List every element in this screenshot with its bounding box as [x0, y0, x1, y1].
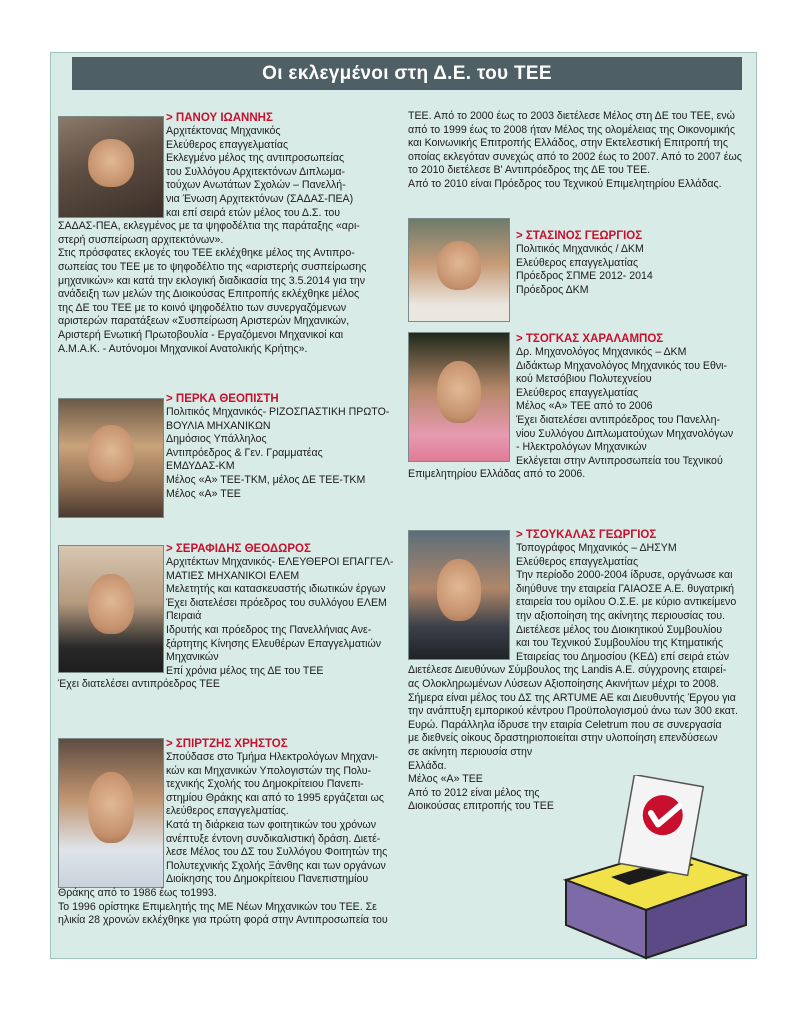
bio-line: στημίου Θράκης και από το 1995 εργάζεται ως: [166, 791, 384, 804]
page-title: Οι εκλεγμένοι στη Δ.Ε. του ΤΕΕ: [72, 57, 742, 90]
bio-line: Μέλος «Α» ΤΕΕ από το 2006: [516, 400, 653, 413]
bio-name: > ΣΠΙΡΤΖΗΣ ΧΡΗΣΤΟΣ: [166, 738, 288, 750]
bio-line: Διοικούσας επιτροπής του ΤΕΕ: [408, 800, 554, 813]
bio-line: Έχει διατελέσει αντιπρόεδρος ΤΕΕ: [58, 678, 220, 691]
bio-line: μηχανικών» και κατά την εκλογική διαδικασία της 3.5.2014 για την: [58, 274, 366, 287]
bio-name: > ΤΣΟΓΚΑΣ ΧΑΡΑΛΑΜΠΟΣ: [516, 333, 664, 345]
bio-line: κού Μετσόβιου Πολυτεχνείου: [516, 373, 652, 386]
bio-line: ας Ολοκληρωμένων Λύσεων Αξιοποίησης Ακινήτων μέχρι το 2008.: [408, 677, 719, 690]
bio-line: τεχνικής Σχολής του Δημοκρίτειου Πανεπι-: [166, 778, 364, 791]
bio-line: λεσε Μέλος του ΔΣ του Συλλόγου Φοιτητών της: [166, 846, 388, 859]
bio-line: Σπούδασε στο Τμήμα Ηλεκτρολόγων Μηχανι-: [166, 751, 379, 763]
bio-line: αριστερών παρατάξεων «Συσπείρωση Αριστερών Μηχανικών,: [58, 315, 350, 328]
bio-line: Πρόεδρος ΣΠΜΕ 2012- 2014: [516, 270, 653, 283]
bio-line: ΤΕΕ. Από το 2000 έως το 2003 διετέλεσε Μέλος στη ΔΕ του ΤΕΕ, ενώ: [408, 110, 735, 122]
bio-line: Σήμερα είναι μέλος του ΔΣ της ARTUME AE και Διευθυντής Έργου για: [408, 691, 736, 704]
bio-line: Δημόσιος Υπάλληλος: [166, 433, 267, 446]
bio-name: > ΣΤΑΣΙΝΟΣ ΓΕΩΡΓΙΟΣ: [516, 230, 643, 242]
bio-line: Διοίκησης του Δημοκρίτειου Πανεπιστημίου: [166, 873, 369, 886]
bio-panou: [58, 111, 398, 356]
bio-line: νια Ένωση Αρχιτεκτόνων (ΣΑΔΑΣ-ΠΕΑ): [166, 192, 354, 205]
bio-line: διηύθυνε την εταιρεία ΓΑΙΑΟΣΕ Α.Ε. θυγατρική: [516, 582, 735, 595]
bio-stasinos: [408, 229, 748, 297]
bio-line: Ελεύθερος επαγγελματίας: [516, 256, 639, 269]
bio-line: Εκλεγμένο μέλος της αντιπροσωπείας: [166, 152, 345, 165]
bio-line: τούχων Ανωτάτων Σχολών – Πανελλή-: [166, 179, 346, 192]
bio-line: Ελεύθερος επαγγελματίας: [516, 386, 639, 399]
bio-spirtzis: [58, 737, 398, 928]
bio-line: Διετέλεσε μέλος του Διοικητικού Συμβουλίου: [516, 623, 723, 636]
bio-line: την ανάπτυξη εμπορικού κέντρου Προϋπολογισμού άνω των 300 εκατ.: [408, 705, 739, 718]
bio-line: και Κοινωνικής Επιτροπής Ελλάδος, στην Εκτελεστική Επιτροπή της: [408, 137, 728, 150]
bio-line: Εταιρείας του Δημοσίου (ΚΕΔ) επί σειρά ετών: [516, 650, 729, 663]
bio-line: Διδάκτωρ Μηχανολόγος Μηχανικός του Εθνι-: [516, 359, 728, 372]
bio-line: Ιδρυτής και πρόεδρος της Πανελλήνιας Ανε-: [166, 623, 372, 636]
bio-name: > ΠΕΡΚΑ ΘΕΟΠΙΣΤΗ: [166, 393, 279, 405]
bio-line: σωπείας του ΤΕΕ με το ψηφοδέλτιο της «αριστερής συσπείρωσης: [58, 260, 367, 273]
bio-line: Αριστερή Ενωτική Πρωτοβουλία - Εργαζόμενοι Μηχανικοί και: [58, 328, 344, 341]
bio-line: Από το 2012 είναι μέλος της: [408, 786, 540, 799]
bio-line: Το 1996 ορίστηκε Επιμελητής της ΜΕ Νέων Μηχανικών του ΤΕΕ. Σε: [58, 900, 377, 913]
bio-line: Την περίοδο 2000-2004 ίδρυσε, οργάνωσε και: [516, 569, 733, 582]
bio-line: της ΔΕ του ΤΕΕ με το κοινό ψηφοδέλτιο των συνεργαζόμενων: [58, 301, 347, 314]
bio-line: Μέλος «Α» ΤΕΕ: [166, 487, 241, 500]
bio-tsogkas: [408, 332, 748, 482]
bio-line: ΕΜΔΥΔΑΣ-ΚΜ: [166, 460, 235, 473]
bio-line: Επιμελητηρίου Ελλάδας από το 2006.: [408, 468, 586, 481]
bio-line: το 2010 διετέλεσε Β' Αντιπρόεδρος της ΔΕ του ΤΕΕ.: [408, 164, 651, 177]
bio-spirtzis-continued: [408, 110, 748, 192]
bio-name: > ΠΑΝΟΥ ΙΩΑΝΝΗΣ: [166, 112, 273, 124]
bio-line: Από το 2010 είναι Πρόεδρος του Τεχνικού Επιμελητηρίου Ελλάδας.: [408, 177, 722, 190]
bio-line: Κατά τη διάρκεια των φοιτητικών του χρόνων: [166, 818, 376, 831]
bio-line: Αντιπρόεδρος & Γεν. Γραμματέας: [166, 446, 323, 459]
bio-line: Εκλέγεται στην Αντιπροσωπεία του Τεχνικού: [516, 454, 723, 467]
bio-line: νίου Συλλόγου Διπλωματούχων Μηχανολόγων: [516, 427, 734, 440]
bio-line: Μέλος «Α» ΤΕΕ: [408, 773, 483, 786]
bio-line: εταιρεία του ομίλου Ο.Σ.Ε. με κύριο αντικείμενο: [516, 596, 737, 609]
bio-line: Πολιτικός Μηχανικός / ΔΚΜ: [516, 243, 644, 255]
bio-tsoukalas: [408, 528, 748, 814]
bio-line: Μηχανικών: [166, 651, 219, 664]
bio-line: στερή συσπείρωση αρχιτεκτόνων».: [58, 233, 224, 246]
bio-line: Πρόεδρος ΔΚΜ: [516, 283, 589, 296]
bio-line: και του Τεχνικού Συμβουλίου της Κτηματικής: [516, 637, 723, 650]
bio-serafidis: [58, 542, 398, 692]
bio-line: ΣΑΔΑΣ-ΠΕΑ, εκλεγμένος με τα ψηφοδέλτια της παράταξης «αρι-: [58, 220, 360, 233]
bio-line: ηλικία 28 χρονών εκλέχθηκε για πρώτη φορά στην Αντιπροσωπεία του: [58, 914, 388, 927]
bio-perka: [58, 392, 398, 501]
bio-line: ανέπτυξε έντονη συνδικαλιστική δράση. Διετέ-: [166, 832, 381, 845]
bio-line: Ελεύθερος επαγγελματίας: [516, 555, 639, 568]
bio-line: Θράκης από το 1986 έως το1993.: [58, 886, 217, 899]
bio-line: - Ηλεκτρολόγων Μηχανικών: [516, 441, 647, 454]
bio-name: > ΣΕΡΑΦΙΔΗΣ ΘΕΟΔΩΡΟΣ: [166, 543, 311, 555]
bio-line: κών και Μηχανικών Υπολογιστών της Πολυ-: [166, 764, 372, 777]
bio-line: με διεθνείς οίκους δραστηριοποιείται στην υλοποίηση επενδύσεων: [408, 732, 718, 745]
bio-line: Μέλος «Α» ΤΕΕ-ΤΚΜ, μέλος ΔΕ ΤΕΕ-ΤΚΜ: [166, 473, 366, 486]
bio-line: Επί χρόνια μέλος της ΔΕ του ΤΕΕ: [166, 664, 324, 677]
bio-line: ελεύθερος επαγγελματίας.: [166, 805, 289, 818]
bio-line: Έχει διατελέσει πρόεδρος του συλλόγου ΕΛΕΜ: [166, 596, 387, 609]
bio-line: οποίας εκλεγόταν συνεχώς από το 2002 έως το 2007. Από το 2007 έως: [408, 150, 742, 163]
bio-line: Αρχιτέκτων Μηχανικός- ΕΛΕΥΘΕΡΟΙ ΕΠΑΓΓΕΛ-: [166, 556, 394, 568]
bio-line: Έχει διατελέσει αντιπρόεδρος του Πανελλη-: [516, 413, 720, 426]
bio-line: Στις πρόσφατες εκλογές του ΤΕΕ εκλέχθηκε μέλος της Αντιπρο-: [58, 247, 355, 260]
bio-line: Ελεύθερος επαγγελματίας: [166, 138, 289, 151]
bio-line: ανάδειξη των μελών της Διοικούσας Επιτροπής εκλέχθηκε μέλος: [58, 288, 360, 301]
bio-line: Πολυτεχνικής Σχολής Ξάνθης και των οργάνων: [166, 859, 386, 872]
bio-line: από το 1999 έως το 2008 ήταν Μέλος της ολομέλειας της Οικονομικής: [408, 123, 735, 136]
bio-name: > ΤΣΟΥΚΑΛΑΣ ΓΕΩΡΓΙΟΣ: [516, 529, 657, 541]
bio-line: σε ακίνητη περιουσία στην: [408, 745, 533, 758]
bio-line: Μελετητής και κατασκευαστής ιδιωτικών έργων: [166, 583, 386, 596]
bio-line: Πειραιά: [166, 610, 202, 623]
bio-line: Ευρώ. Παράλληλα ίδρυσε την εταιρία Celetrum που σε συνεργασία: [408, 718, 722, 731]
bio-line: ΜΑΤΙΕΣ ΜΗΧΑΝΙΚΟΙ ΕΛΕΜ: [166, 569, 300, 582]
bio-line: και επί σειρά ετών μέλος του Δ.Σ. του: [166, 206, 341, 219]
bio-line: την αξιοποίηση της ακίνητης περιουσίας του.: [516, 609, 725, 622]
ballot-box-with-checkmark-icon: [556, 775, 756, 960]
bio-line: Τοπογράφος Μηχανικός – ΔΗΣΥΜ: [516, 542, 677, 554]
bio-line: Δρ. Μηχανολόγος Μηχανικός – ΔΚΜ: [516, 346, 687, 358]
bio-line: ΒΟΥΛΙΑ ΜΗΧΑΝΙΚΩΝ: [166, 419, 271, 432]
bio-line: Διετέλεσε Διευθύνων Σύμβουλος της Landis A.E. σύγχρονης εταιρεί-: [408, 664, 727, 677]
bio-line: του Συλλόγου Αρχιτεκτόνων Διπλωμα-: [166, 165, 346, 178]
bio-line: Α.Μ.Α.Κ. - Αυτόνομοι Μηχανικοί Ανατολικής Κρήτης».: [58, 342, 308, 355]
bio-line: ξάρτητης Κίνησης Ελευθέρων Επαγγελματιών: [166, 637, 382, 650]
bio-line: Ελλάδα.: [408, 759, 447, 772]
bio-line: Αρχιτέκτονας Μηχανικός: [166, 125, 281, 137]
bio-line: Πολιτικός Μηχανικός- ΡΙΖΟΣΠΑΣΤΙΚΗ ΠΡΩΤΟ-: [166, 406, 390, 418]
